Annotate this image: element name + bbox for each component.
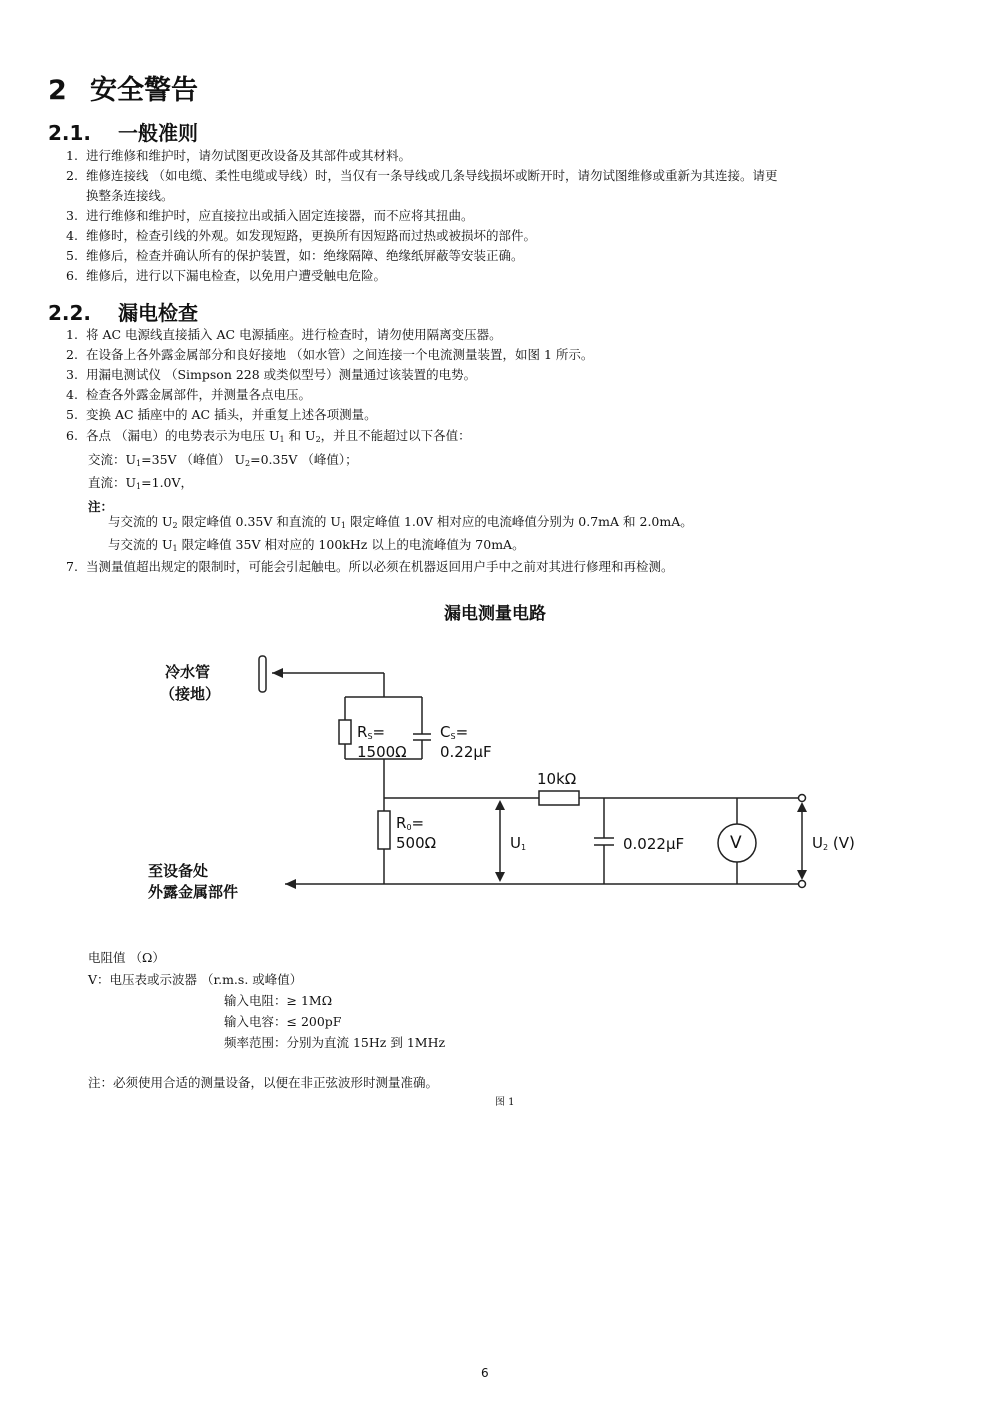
page-number: 6 [481,1366,489,1380]
section-title: 安全警告 [90,75,198,106]
r0-label: $R_0=$ [396,814,425,832]
rs-value: 1500Ω [357,743,407,761]
cs-value: 0.22μF [440,743,492,761]
r10k-label: 10kΩ [537,770,577,788]
figure-caption: 图 1 [495,1097,515,1108]
note-line: 与交流的 $U_2$ 限定峰值 0.35V 和直流的 $U_1$ 限定峰值 1.0V 相对应的电流峰值分别为 0.7mA 和 2.0mA。 [108,514,693,530]
water-pipe-icon [259,656,266,692]
list-item: 5. 变换 AC 插座中的 AC 插头，并重复上述各项测量。 [66,407,377,422]
rs-label: $R_S=$ [357,723,386,741]
subsection-title: 漏电检查 [118,301,198,325]
spec-note: 注：必须使用合适的测量设备，以便在非正弦波形时测量准确。 [88,1075,439,1090]
spec-title: 电阻值 （Ω） [88,950,165,965]
ground-label: （接地） [160,685,221,703]
cs-label: $C_S=$ [440,723,469,741]
arrow-left-icon [272,668,283,678]
water-pipe-label: 冷水管 [165,663,211,681]
equipment-label: 至设备处 [148,862,209,880]
note-line: 与交流的 $U_1$ 限定峰值 35V 相对应的 100kHz 以上的电流峰值为 70mA。 [108,537,525,553]
arrow-down-icon [495,872,505,882]
list-item: 6. 各点 （漏电）的电势表示为电压 $U_1$ 和 $U_2$，并且不能超过以下各值： [66,428,471,444]
list-item: 2. 维修连接线 （如电缆、柔性电缆或导线）时，当仅有一条导线或几条导线损坏或断开时，请勿试图维修或重新为其连接。请更 [66,168,778,183]
figure-title: 漏电测量电路 [444,604,546,624]
subsection-number: 2.1. [48,121,92,145]
section-number: 2 [48,75,67,106]
terminal [799,795,806,802]
spec-voltmeter: V：电压表或示波器 （r.m.s. 或峰值） [88,972,303,987]
exposed-metal-label: 外露金属部件 [148,883,239,901]
list-item: 5. 维修后，检查并确认所有的保护装置，如：绝缘隔障、绝缘纸屏蔽等安装正确。 [66,248,524,263]
list-item: 2. 在设备上各外露金属部分和良好接地 （如水管）之间连接一个电流测量装置，如图 1 所示。 [66,347,594,362]
spec-input-capacitance: 输入电容：≤ 200pF [224,1014,342,1029]
r0-value: 500Ω [396,834,437,852]
arrow-up-icon [797,802,807,812]
list-item: 7. 当测量值超出规定的限制时，可能会引起触电。所以必须在机器返回用户手中之前对其进行修理和再检测。 [66,559,674,574]
resistor-r0 [378,811,390,849]
voltmeter-label: V [730,833,742,853]
list-item: 4. 检查各外露金属部件，并测量各点电压。 [66,387,312,402]
list-item: 1. 进行维修和维护时，请勿试图更改设备及其部件或其材料。 [66,148,412,163]
ac-limit: 交流：$U_1=35V$ （峰值） $U_2=0.35V$ （峰值）； [88,452,358,468]
arrow-up-icon [495,800,505,810]
list-item: 6. 维修后，进行以下漏电检查，以免用户遭受触电危险。 [66,268,387,283]
list-item: 4. 维修时，检查引线的外观。如发现短路，更换所有因短路而过热或被损坏的部件。 [66,228,537,243]
spec-input-resistance: 输入电阻：≥ 1MΩ [224,993,333,1008]
u1-label: $U_1$ [510,834,527,852]
resistor-10k [539,791,579,805]
list-item: 3. 进行维修和维护时，应直接拉出或插入固定连接器，而不应将其扭曲。 [66,208,474,223]
note-label: 注： [88,499,114,514]
u2-label: $U_2$ (V) [812,834,855,852]
capacitor-value: 0.022μF [623,835,685,853]
arrow-left-icon [285,879,296,889]
dc-limit: 直流：$U_1=1.0V$， [88,475,194,491]
terminal [799,881,806,888]
resistor-rs [339,720,351,744]
spec-frequency-range: 频率范围：分别为直流 15Hz 到 1MHz [224,1035,446,1050]
subsection-title: 一般准则 [118,121,198,145]
list-item-continuation: 换整条连接线。 [86,188,174,203]
arrow-down-icon [797,870,807,880]
subsection-number: 2.2. [48,301,92,325]
list-item: 3. 用漏电测试仪 （Simpson 228 或类似型号）测量通过该装置的电势。 [66,367,477,382]
list-item: 1. 将 AC 电源线直接插入 AC 电源插座。进行检查时，请勿使用隔离变压器。 [66,327,502,342]
